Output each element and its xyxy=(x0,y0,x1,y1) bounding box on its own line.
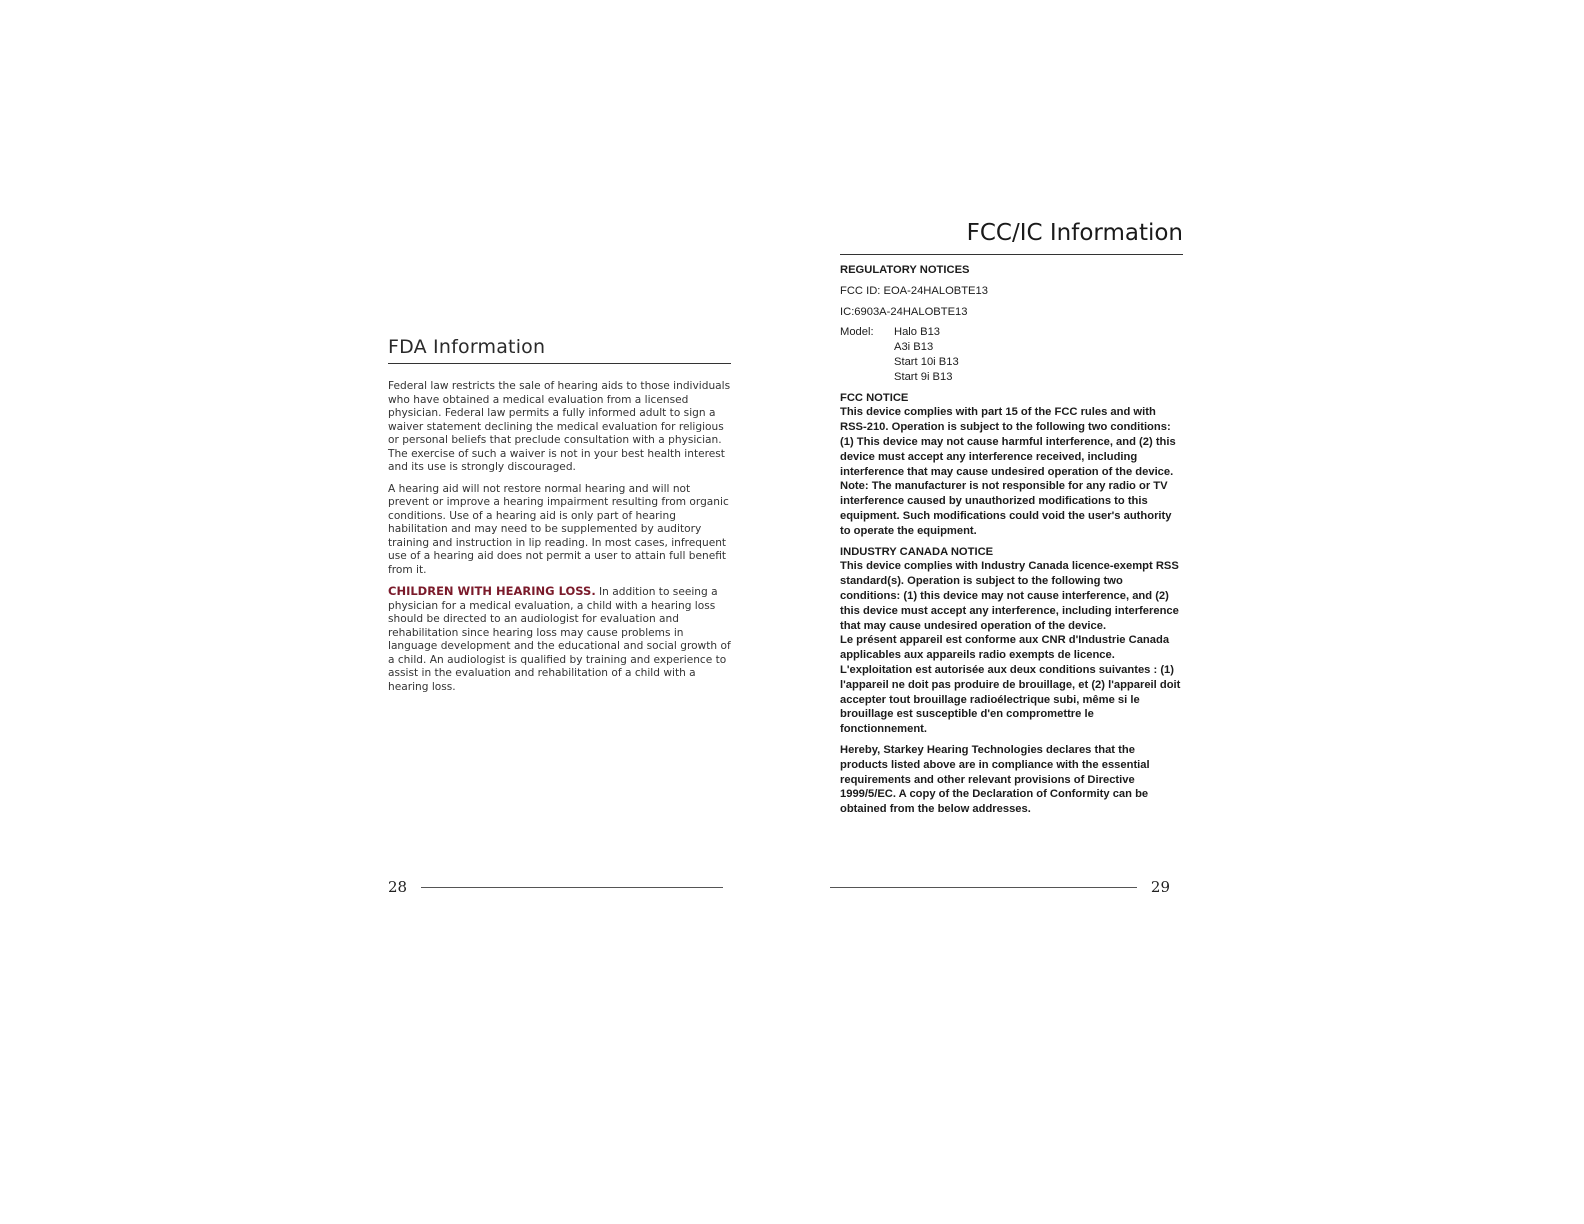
fda-paragraph-2: A hearing aid will not restore normal hearing and will not prevent or improve a hearing impairment resulting from organic conditions. Use of a hearing aid is only part of hearing habilitation and may need to be supplemented by auditory training and instruction in lip reading. In most cases, infrequent use of a hearing aid does not permit a user to attain full benefit from it. xyxy=(388,482,729,576)
fcc-notice-heading: FCC NOTICE xyxy=(840,391,909,404)
fcc-notice-text: This device complies with part 15 of the FCC rules and with RSS-210. Operation is subject to the following two conditions: (1) This device may not cause harmful interference, and (2) this device must accept any interference received, including interference that may cause undesired operation of the device. xyxy=(840,406,1176,478)
page-number-right: 29 xyxy=(1150,878,1170,896)
ic-id: IC:6903A-24HALOBTE13 xyxy=(840,305,968,318)
fcc-note: Note: The manufacturer is not responsible for any radio or TV interference caused by unauthorized modifications to this equipment. Such modifications could void the user's authority to operate the equipment. xyxy=(840,480,1172,537)
model-row xyxy=(840,325,1183,384)
fcc-id: FCC ID: EOA-24HALOBTE13 xyxy=(840,284,988,297)
model-item: Halo B13 xyxy=(894,326,941,339)
footer-rule-right xyxy=(830,887,1137,888)
right-page xyxy=(840,220,1183,817)
ic-notice-text: This device complies with Industry Canada licence-exempt RSS standard(s). Operation is subject to the following two conditions: (1) this device may not cause interference, and (2) this device must accept any interference, including interference that may cause undesired operation of the device. xyxy=(840,560,1179,632)
children-heading: CHILDREN WITH HEARING LOSS. xyxy=(388,584,596,598)
model-list xyxy=(894,325,959,384)
regulatory-heading: REGULATORY NOTICES xyxy=(840,264,970,276)
model-label: Model: xyxy=(840,326,874,339)
declaration-text: Hereby, Starkey Hearing Technologies declares that the products listed above are in compliance with the essential requirements and other relevant provisions of Directive 1999/5/EC. A copy of the Declaration of Conformity can be obtained from the below addresses. xyxy=(840,743,1150,816)
fda-body xyxy=(388,380,731,694)
fcc-title: FCC/IC Information xyxy=(840,220,1183,255)
fda-title: FDA Information xyxy=(388,336,731,364)
ic-notice-heading: INDUSTRY CANADA NOTICE xyxy=(840,545,994,558)
ic-notice-french: Le présent appareil est conforme aux CNR d'Industrie Canada applicables aux appareils radio exempts de licence. L'exploitation est autorisée aux deux conditions suivantes : (1) l'appareil ne doit pas produire de brouillage, et (2) l'appareil doit accepter tout brouillage radioélectrique subi, même si le brouillage est susceptible d'en compromettre le fonctionnement. xyxy=(840,634,1181,736)
footer-right xyxy=(830,878,1170,896)
page-number-left: 28 xyxy=(388,878,408,896)
children-text: In addition to seeing a physician for a medical evaluation, a child with a hearing loss should be directed to an audiologist for evaluation and rehabilitation since hearing loss may cause problems in language development and the educational and social growth of a child. An audiologist is qualified by training and experience to assist in the evaluation and rehabilitation of a child with a hearing loss. xyxy=(388,586,731,693)
footer-left xyxy=(388,878,723,896)
left-page xyxy=(388,330,731,702)
model-item: Start 10i B13 xyxy=(894,355,959,368)
model-item: Start 9i B13 xyxy=(894,370,953,383)
fcc-body xyxy=(840,263,1183,817)
footer-rule-left xyxy=(421,887,723,888)
model-item: A3i B13 xyxy=(894,341,934,354)
children-paragraph xyxy=(388,585,731,694)
fda-paragraph-1: Federal law restricts the sale of hearing aids to those individuals who have obtained a medical evaluation from a licensed physician. Federal law permits a fully informed adult to sign a waiver statement declining the medical evaluation for religious or personal beliefs that preclude consultation with a physician. The exercise of such a waiver is not in your best health interest and its use is strongly discouraged. xyxy=(388,380,731,473)
